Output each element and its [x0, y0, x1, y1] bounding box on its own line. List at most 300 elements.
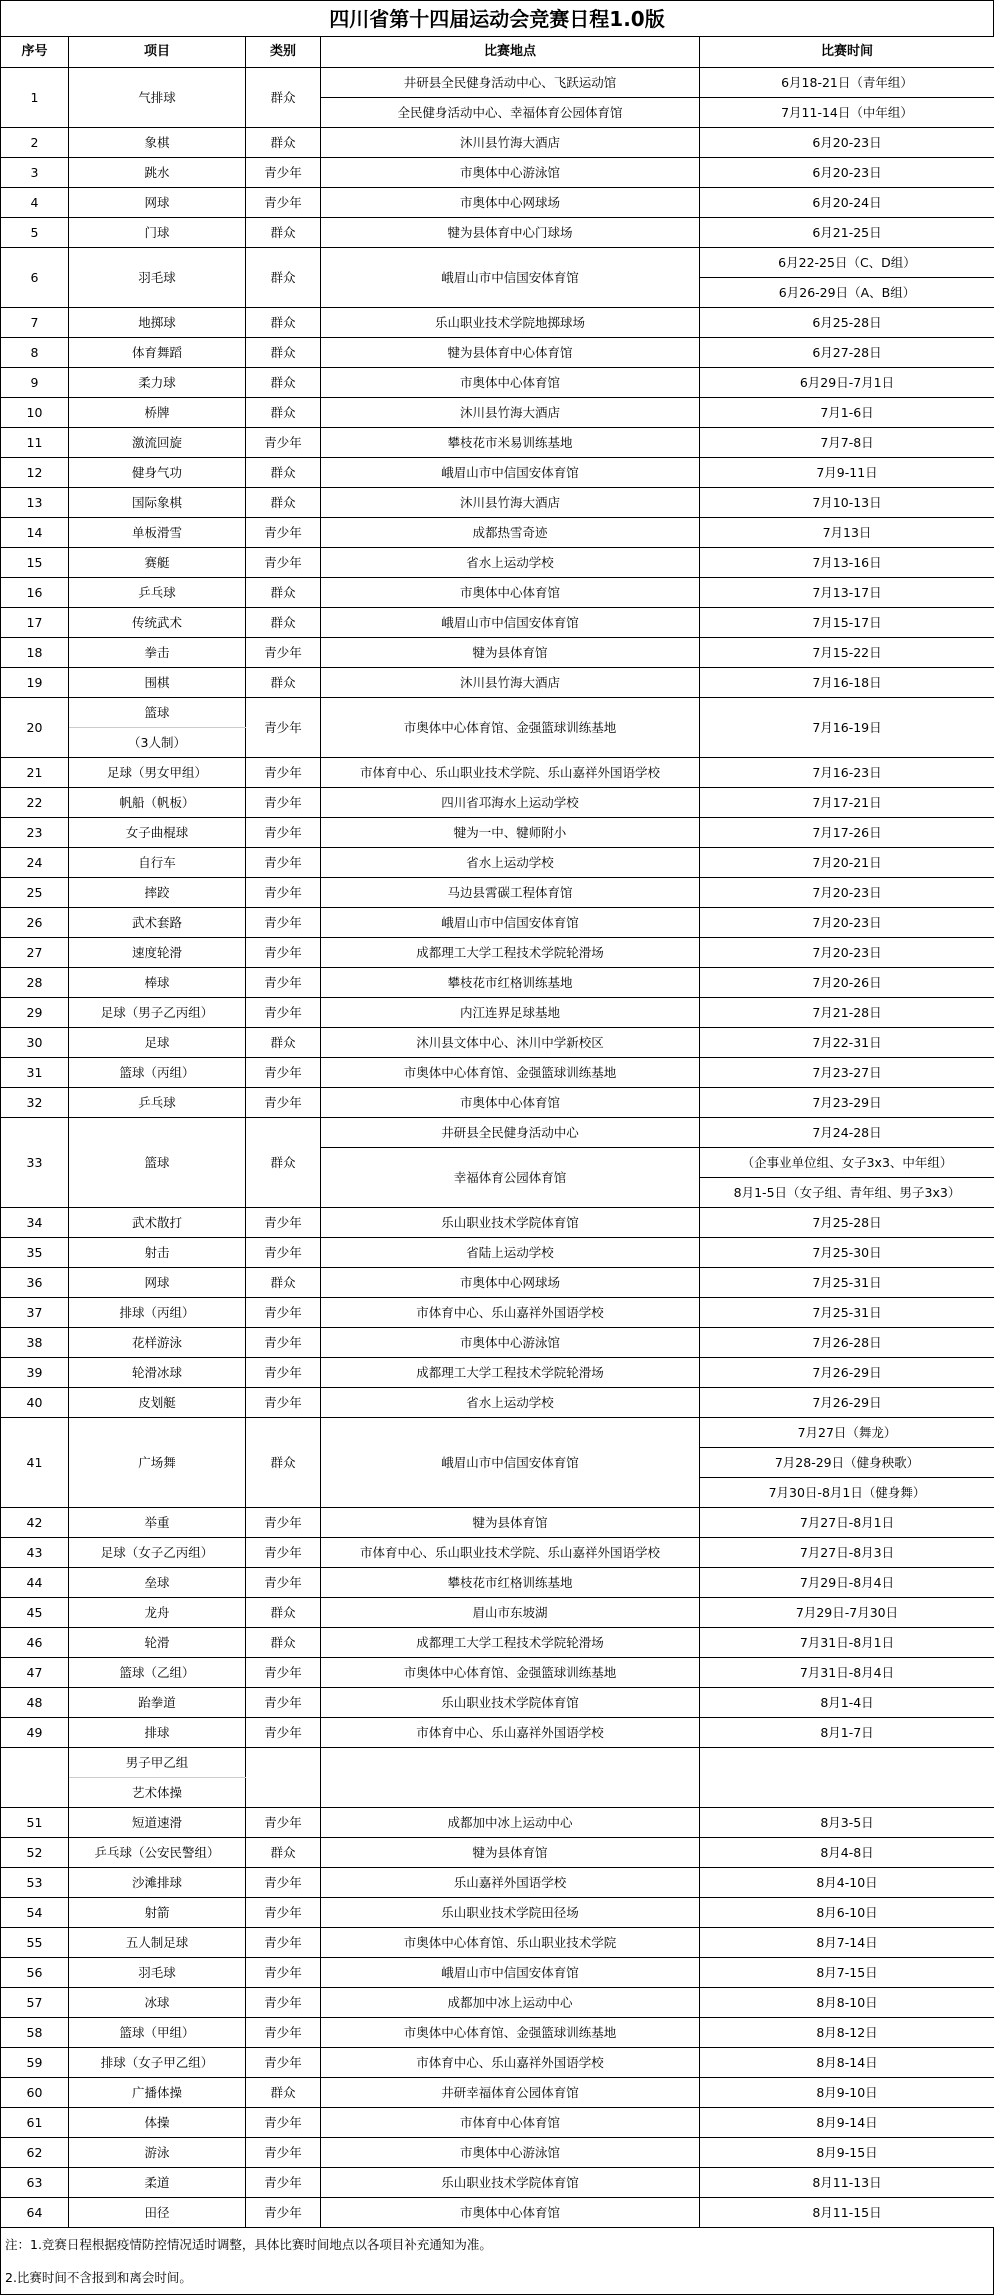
- row-sport: 排球: [69, 1718, 246, 1748]
- row-category: 青少年: [246, 1928, 321, 1958]
- row-sport: 广场舞: [69, 1418, 246, 1508]
- row-venue: 成都理工大学工程技术学院轮滑场: [321, 1628, 700, 1658]
- row-sport: 体操: [69, 2108, 246, 2138]
- row-no: 30: [1, 1028, 69, 1058]
- row-category: 青少年: [246, 2018, 321, 2048]
- table-row: [1, 1568, 994, 1598]
- table-row: [1, 458, 994, 488]
- row-venue: 井研县全民健身活动中心、飞跃运动馆: [321, 68, 700, 98]
- row-category: 青少年: [246, 758, 321, 788]
- row-venue: 沐川县竹海大酒店: [321, 668, 700, 698]
- row-venue: 攀枝花市米易训练基地: [321, 428, 700, 458]
- row-venue: 峨眉山市中信国安体育馆: [321, 1958, 700, 1988]
- row-venue: 市体育中心、乐山职业技术学院、乐山嘉祥外国语学校: [321, 758, 700, 788]
- row-sport: 短道速滑: [69, 1808, 246, 1838]
- row-venue: 峨眉山市中信国安体育馆: [321, 458, 700, 488]
- row-category: 青少年: [246, 1058, 321, 1088]
- row-category: 青少年: [246, 548, 321, 578]
- row-category: 青少年: [246, 1328, 321, 1358]
- row-category: 青少年: [246, 1538, 321, 1568]
- row-sport: 游泳: [69, 2138, 246, 2168]
- row-time: 7月25-28日: [700, 1208, 994, 1238]
- row-no: 43: [1, 1538, 69, 1568]
- row-category: 青少年: [246, 908, 321, 938]
- row-time: 7月15-17日: [700, 608, 994, 638]
- row-sport: 足球: [69, 1028, 246, 1058]
- row-category: 青少年: [246, 1658, 321, 1688]
- row-sport: 乒乓球（公安民警组）: [69, 1838, 246, 1868]
- row-sport: 地掷球: [69, 308, 246, 338]
- row-category: 青少年: [246, 1568, 321, 1598]
- table-row: [1, 1898, 994, 1928]
- row-no: 60: [1, 2078, 69, 2108]
- row-no: 40: [1, 1388, 69, 1418]
- row-venue: 市奥体中心网球场: [321, 188, 700, 218]
- row-no: 63: [1, 2168, 69, 2198]
- row-venue: 峨眉山市中信国安体育馆: [321, 1418, 700, 1508]
- row-time: 8月11-13日: [700, 2168, 994, 2198]
- row-no: 25: [1, 878, 69, 908]
- row-time: 6月20-23日: [700, 128, 994, 158]
- row-category: 群众: [246, 1628, 321, 1658]
- row-sport: 象棋: [69, 128, 246, 158]
- table-row: [1, 878, 994, 908]
- row-category: 群众: [246, 218, 321, 248]
- row-no: 59: [1, 2048, 69, 2078]
- row-time: 7月15-22日: [700, 638, 994, 668]
- row-category: 青少年: [246, 818, 321, 848]
- row-sport: 射击: [69, 1238, 246, 1268]
- row-category: 群众: [246, 1028, 321, 1058]
- row-no: 29: [1, 998, 69, 1028]
- row-no: 10: [1, 398, 69, 428]
- row-no: 9: [1, 368, 69, 398]
- row-venue: 乐山职业技术学院体育馆: [321, 2168, 700, 2198]
- row-category: 青少年: [246, 518, 321, 548]
- row-no: 17: [1, 608, 69, 638]
- row-category: 群众: [246, 2078, 321, 2108]
- row-venue: 乐山职业技术学院地掷球场: [321, 308, 700, 338]
- row-venue: 市体育中心、乐山嘉祥外国语学校: [321, 2048, 700, 2078]
- row-no: 54: [1, 1898, 69, 1928]
- row-sport: 传统武术: [69, 608, 246, 638]
- row-venue: 犍为县体育馆: [321, 1508, 700, 1538]
- row-venue: 成都加中冰上运动中心: [321, 1808, 700, 1838]
- row-sport: 赛艇: [69, 548, 246, 578]
- row-no: 44: [1, 1568, 69, 1598]
- table-row: [1, 2048, 994, 2078]
- row-category: 群众: [246, 398, 321, 428]
- row-venue: 成都热雪奇迹: [321, 518, 700, 548]
- row-sport: 摔跤: [69, 878, 246, 908]
- row-sport: 武术套路: [69, 908, 246, 938]
- row-time: 6月27-28日: [700, 338, 994, 368]
- row-time: 8月9-10日: [700, 2078, 994, 2108]
- row-venue: 成都理工大学工程技术学院轮滑场: [321, 938, 700, 968]
- row-time: 7月25-31日: [700, 1268, 994, 1298]
- row-time: 7月20-21日: [700, 848, 994, 878]
- row-no: 41: [1, 1418, 69, 1508]
- row-venue: 乐山嘉祥外国语学校: [321, 1868, 700, 1898]
- row-time: 7月20-23日: [700, 908, 994, 938]
- row-sport: 帆船（帆板）: [69, 788, 246, 818]
- row-sport: 男子甲乙组: [69, 1748, 246, 1778]
- table-row: [1, 2108, 994, 2138]
- row-category: 群众: [246, 368, 321, 398]
- table-row: [1, 818, 994, 848]
- row-venue: 成都理工大学工程技术学院轮滑场: [321, 1358, 700, 1388]
- row-time: 6月25-28日: [700, 308, 994, 338]
- row-category: 青少年: [246, 1958, 321, 1988]
- row-no: 5: [1, 218, 69, 248]
- row-category: 群众: [246, 578, 321, 608]
- row-category: 青少年: [246, 1718, 321, 1748]
- row-venue: 犍为县体育馆: [321, 1838, 700, 1868]
- row-venue: 市奥体中心体育馆: [321, 1088, 700, 1118]
- row-no: 2: [1, 128, 69, 158]
- table-row: [1, 788, 994, 818]
- row-time: 8月7-15日: [700, 1958, 994, 1988]
- row-sport: 门球: [69, 218, 246, 248]
- row-no: [1, 1748, 69, 1808]
- row-venue: 市奥体中心体育馆: [321, 2198, 700, 2228]
- row-sport: 艺术体操: [69, 1778, 246, 1808]
- row-no: 53: [1, 1868, 69, 1898]
- row-time: 8月3-5日: [700, 1808, 994, 1838]
- table-row: [1, 1238, 994, 1268]
- row-time: 7月29日-8月4日: [700, 1568, 994, 1598]
- row-time: 6月29日-7月1日: [700, 368, 994, 398]
- row-venue: 犍为一中、犍师附小: [321, 818, 700, 848]
- row-venue: 沐川县竹海大酒店: [321, 128, 700, 158]
- table-row: [1, 1058, 994, 1088]
- row-sport: 拳击: [69, 638, 246, 668]
- row-time: 6月26-29日（A、B组）: [700, 278, 994, 308]
- row-time: 7月23-27日: [700, 1058, 994, 1088]
- row-time: 8月4-10日: [700, 1868, 994, 1898]
- row-sport: 跳水: [69, 158, 246, 188]
- row-no: 1: [1, 68, 69, 128]
- row-sport: 柔力球: [69, 368, 246, 398]
- table-row: [1, 1358, 994, 1388]
- row-time: 8月9-15日: [700, 2138, 994, 2168]
- row-time: 8月9-14日: [700, 2108, 994, 2138]
- row-category: 青少年: [246, 1868, 321, 1898]
- row-time: 7月16-19日: [700, 698, 994, 758]
- row-sport: 篮球（甲组）: [69, 2018, 246, 2048]
- row-no: 28: [1, 968, 69, 998]
- row-sport: （3人制）: [69, 728, 246, 758]
- row-sport: 单板滑雪: [69, 518, 246, 548]
- row-venue: 市奥体中心体育馆: [321, 368, 700, 398]
- row-sport: 冰球: [69, 1988, 246, 2018]
- row-sport: 棒球: [69, 968, 246, 998]
- note-2: 2.比赛时间不含报到和离会时间。: [1, 2261, 993, 2294]
- row-no: 46: [1, 1628, 69, 1658]
- row-time: 7月26-29日: [700, 1388, 994, 1418]
- row-venue: 市奥体中心网球场: [321, 1268, 700, 1298]
- table-row: [1, 128, 994, 158]
- row-no: 55: [1, 1928, 69, 1958]
- row-time: 7月17-26日: [700, 818, 994, 848]
- row-venue: 沐川县竹海大酒店: [321, 488, 700, 518]
- row-sport: 武术散打: [69, 1208, 246, 1238]
- row-time: 6月20-24日: [700, 188, 994, 218]
- table-row: [1, 758, 994, 788]
- row-category: 青少年: [246, 1808, 321, 1838]
- row-time: 6月21-25日: [700, 218, 994, 248]
- row-category: 青少年: [246, 788, 321, 818]
- table-row: [1, 248, 994, 278]
- schedule-table: [0, 36, 994, 2228]
- row-time: 7月9-11日: [700, 458, 994, 488]
- row-category: 青少年: [246, 2108, 321, 2138]
- row-time: 7月25-31日: [700, 1298, 994, 1328]
- table-row: [1, 218, 994, 248]
- row-sport: 乒乓球: [69, 1088, 246, 1118]
- row-sport: 举重: [69, 1508, 246, 1538]
- row-venue: 井研县全民健身活动中心: [321, 1118, 700, 1148]
- row-category: 群众: [246, 308, 321, 338]
- row-venue: [321, 1748, 700, 1808]
- row-venue: 四川省邛海水上运动学校: [321, 788, 700, 818]
- row-no: 38: [1, 1328, 69, 1358]
- row-time: 7月27日-8月1日: [700, 1508, 994, 1538]
- row-sport: 龙舟: [69, 1598, 246, 1628]
- row-category: 青少年: [246, 1358, 321, 1388]
- row-no: 61: [1, 2108, 69, 2138]
- row-no: 16: [1, 578, 69, 608]
- row-category: 群众: [246, 1268, 321, 1298]
- row-sport: 柔道: [69, 2168, 246, 2198]
- row-category: 青少年: [246, 428, 321, 458]
- row-no: 8: [1, 338, 69, 368]
- row-category: 青少年: [246, 1898, 321, 1928]
- table-row: [1, 1628, 994, 1658]
- row-no: 26: [1, 908, 69, 938]
- row-time: 7月13-16日: [700, 548, 994, 578]
- row-category: 青少年: [246, 1508, 321, 1538]
- row-time: 6月18-21日（青年组）: [700, 68, 994, 98]
- table-row: [1, 908, 994, 938]
- table-row: [1, 848, 994, 878]
- row-venue: 市体育中心、乐山职业技术学院、乐山嘉祥外国语学校: [321, 1538, 700, 1568]
- row-venue: 乐山职业技术学院田径场: [321, 1898, 700, 1928]
- row-sport: 皮划艇: [69, 1388, 246, 1418]
- row-category: 群众: [246, 1118, 321, 1208]
- row-time: 8月7-14日: [700, 1928, 994, 1958]
- row-sport: 沙滩排球: [69, 1868, 246, 1898]
- row-venue: 沐川县文体中心、沐川中学新校区: [321, 1028, 700, 1058]
- table-row: [1, 668, 994, 698]
- row-venue: 峨眉山市中信国安体育馆: [321, 248, 700, 308]
- table-row: [1, 1418, 994, 1448]
- table-row: [1, 698, 994, 728]
- row-category: 群众: [246, 128, 321, 158]
- row-venue: 市体育中心体育馆: [321, 2108, 700, 2138]
- row-sport: 体育舞蹈: [69, 338, 246, 368]
- row-time: 8月11-15日: [700, 2198, 994, 2228]
- row-no: 27: [1, 938, 69, 968]
- row-time: 8月8-12日: [700, 2018, 994, 2048]
- row-sport: 速度轮滑: [69, 938, 246, 968]
- row-category: 青少年: [246, 698, 321, 758]
- row-sport: 射箭: [69, 1898, 246, 1928]
- row-category: 青少年: [246, 1238, 321, 1268]
- row-time: 7月21-28日: [700, 998, 994, 1028]
- table-row: [1, 1598, 994, 1628]
- row-venue: 乐山职业技术学院体育馆: [321, 1208, 700, 1238]
- row-sport: 激流回旋: [69, 428, 246, 458]
- row-no: 11: [1, 428, 69, 458]
- row-time: 7月16-23日: [700, 758, 994, 788]
- table-row: [1, 158, 994, 188]
- row-no: 19: [1, 668, 69, 698]
- row-time: 7月30日-8月1日（健身舞）: [700, 1478, 994, 1508]
- table-row: [1, 368, 994, 398]
- page-title: 四川省第十四届运动会竞赛日程1.0版: [0, 0, 994, 36]
- row-category: 青少年: [246, 2138, 321, 2168]
- row-venue: 市奥体中心体育馆: [321, 578, 700, 608]
- table-row: [1, 2018, 994, 2048]
- row-no: 42: [1, 1508, 69, 1538]
- row-sport: 足球（男子乙丙组）: [69, 998, 246, 1028]
- table-row: [1, 1658, 994, 1688]
- row-venue: 幸福体育公园体育馆: [321, 1148, 700, 1208]
- row-category: 群众: [246, 248, 321, 308]
- row-category: 青少年: [246, 1688, 321, 1718]
- row-venue: 省水上运动学校: [321, 848, 700, 878]
- row-category: 青少年: [246, 968, 321, 998]
- row-time: 7月10-13日: [700, 488, 994, 518]
- row-venue: 市体育中心、乐山嘉祥外国语学校: [321, 1718, 700, 1748]
- row-venue: 攀枝花市红格训练基地: [321, 968, 700, 998]
- notes: [0, 2228, 994, 2295]
- row-sport: 足球（男女甲组）: [69, 758, 246, 788]
- table-row: [1, 608, 994, 638]
- table-row: [1, 548, 994, 578]
- row-sport: 女子曲棍球: [69, 818, 246, 848]
- row-time: 8月8-10日: [700, 1988, 994, 2018]
- row-category: 群众: [246, 668, 321, 698]
- row-category: 青少年: [246, 1208, 321, 1238]
- row-sport: 跆拳道: [69, 1688, 246, 1718]
- header-category: 类别: [246, 37, 321, 68]
- header-venue: 比赛地点: [321, 37, 700, 68]
- row-time: 7月20-23日: [700, 878, 994, 908]
- row-sport: 五人制足球: [69, 1928, 246, 1958]
- row-no: 20: [1, 698, 69, 758]
- row-no: 36: [1, 1268, 69, 1298]
- row-sport: 排球（丙组）: [69, 1298, 246, 1328]
- row-no: 22: [1, 788, 69, 818]
- row-category: 群众: [246, 1418, 321, 1508]
- row-time: 8月1-5日（女子组、青年组、男子3x3）: [700, 1178, 994, 1208]
- row-venue: 峨眉山市中信国安体育馆: [321, 908, 700, 938]
- row-category: 青少年: [246, 2168, 321, 2198]
- row-time: 8月1-4日: [700, 1688, 994, 1718]
- row-time: 7月11-14日（中年组）: [700, 98, 994, 128]
- row-no: 47: [1, 1658, 69, 1688]
- table-row: [1, 2168, 994, 2198]
- row-sport: 网球: [69, 188, 246, 218]
- row-sport: 轮滑冰球: [69, 1358, 246, 1388]
- row-venue: 省水上运动学校: [321, 1388, 700, 1418]
- table-row: [1, 1688, 994, 1718]
- table-row: [1, 1928, 994, 1958]
- row-sport: 田径: [69, 2198, 246, 2228]
- row-no: 23: [1, 818, 69, 848]
- row-sport: 排球（女子甲乙组）: [69, 2048, 246, 2078]
- table-row: [1, 1958, 994, 1988]
- row-time: 7月13-17日: [700, 578, 994, 608]
- row-sport: 气排球: [69, 68, 246, 128]
- row-time: 7月26-29日: [700, 1358, 994, 1388]
- table-row: [1, 638, 994, 668]
- table-row: [1, 1718, 994, 1748]
- row-venue: 市奥体中心体育馆、乐山职业技术学院: [321, 1928, 700, 1958]
- row-category: 青少年: [246, 1988, 321, 2018]
- table-row: [1, 1298, 994, 1328]
- row-venue: 省陆上运动学校: [321, 1238, 700, 1268]
- row-category: 青少年: [246, 848, 321, 878]
- row-no: 39: [1, 1358, 69, 1388]
- row-category: 青少年: [246, 2198, 321, 2228]
- table-row: [1, 1508, 994, 1538]
- row-sport: 乒乓球: [69, 578, 246, 608]
- row-time: 7月31日-8月4日: [700, 1658, 994, 1688]
- row-time: 8月8-14日: [700, 2048, 994, 2078]
- row-no: 64: [1, 2198, 69, 2228]
- row-no: 33: [1, 1118, 69, 1208]
- table-row: [1, 1088, 994, 1118]
- row-category: 群众: [246, 458, 321, 488]
- row-time: 6月20-23日: [700, 158, 994, 188]
- row-category: 群众: [246, 338, 321, 368]
- row-no: 13: [1, 488, 69, 518]
- row-no: 3: [1, 158, 69, 188]
- row-category: 青少年: [246, 938, 321, 968]
- row-time: 7月26-28日: [700, 1328, 994, 1358]
- row-sport: 足球（女子乙丙组）: [69, 1538, 246, 1568]
- row-venue: 市奥体中心游泳馆: [321, 2138, 700, 2168]
- row-venue: 省水上运动学校: [321, 548, 700, 578]
- table-row: [1, 1748, 994, 1778]
- row-time: 8月1-7日: [700, 1718, 994, 1748]
- table-row: [1, 968, 994, 998]
- row-sport: 网球: [69, 1268, 246, 1298]
- row-sport: 围棋: [69, 668, 246, 698]
- table-row: [1, 1268, 994, 1298]
- row-category: 青少年: [246, 638, 321, 668]
- row-sport: 国际象棋: [69, 488, 246, 518]
- row-time: 8月6-10日: [700, 1898, 994, 1928]
- row-time: 7月25-30日: [700, 1238, 994, 1268]
- row-venue: 市奥体中心游泳馆: [321, 158, 700, 188]
- row-category: 青少年: [246, 998, 321, 1028]
- row-category: 群众: [246, 608, 321, 638]
- row-sport: 健身气功: [69, 458, 246, 488]
- row-category: 青少年: [246, 1388, 321, 1418]
- row-venue: 沐川县竹海大酒店: [321, 398, 700, 428]
- row-time: 7月22-31日: [700, 1028, 994, 1058]
- row-no: 32: [1, 1088, 69, 1118]
- table-row: [1, 1538, 994, 1568]
- row-venue: 市体育中心、乐山嘉祥外国语学校: [321, 1298, 700, 1328]
- row-category: 青少年: [246, 158, 321, 188]
- row-no: 56: [1, 1958, 69, 1988]
- row-no: 18: [1, 638, 69, 668]
